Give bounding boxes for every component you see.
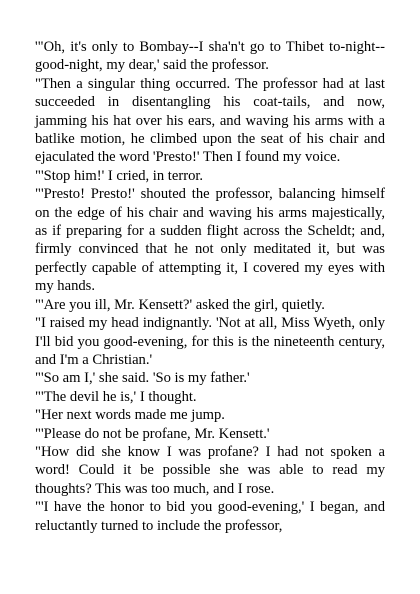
paragraph-6: "I raised my head indignantly. 'Not at all, Miss Wyeth, only I'll bid you good-evening, for this is the nineteenth century, and I'm a Christian.' — [35, 315, 385, 368]
paragraph-5: "'Are you ill, Mr. Kensett?' asked the girl, quietly. — [35, 296, 325, 313]
paragraph-3: "'Stop him!' I cried, in terror. — [35, 167, 204, 184]
paragraph-8: "'The devil he is,' I thought. — [35, 388, 197, 405]
paragraph-9: "Her next words made me jump. — [35, 407, 225, 424]
paragraph-11: "How did she know I was profane? I had not spoken a word! Could it be possible she was able to read my thoughts? This was too much, and I rose. — [35, 443, 385, 497]
document-page — [35, 38, 385, 535]
paragraph-1: '"Oh, it's only to Bombay--I sha'n't go to Thibet to-night--good-night, my dear,' said the professor. — [35, 39, 385, 74]
paragraph-7: "'So am I,' she said. 'So is my father.' — [35, 370, 250, 387]
paragraph-4: "'Presto! Presto!' shouted the professor, balancing himself on the edge of his chair and waving his arms majestically, as if preparing for a sudden flight across the Scheldt; and, firmly convinced that he not only meditated it, but was perfectly capable of attempting it, I covered my eyes with my hands. — [35, 186, 385, 295]
paragraph-12: "'I have the honor to bid you good-evening,' I began, and reluctantly turned to include the professor, — [35, 499, 385, 534]
paragraph-10: "'Please do not be profane, Mr. Kensett.' — [35, 425, 270, 442]
paragraph-2: "Then a singular thing occurred. The professor had at last succeeded in disentangling his coat-tails, and now, jamming his hat over his ears, and waving his arms with a batlike motion, he climbed upon the seat of his chair and ejaculated the word 'Presto!' Then I found my voice. — [35, 75, 385, 166]
